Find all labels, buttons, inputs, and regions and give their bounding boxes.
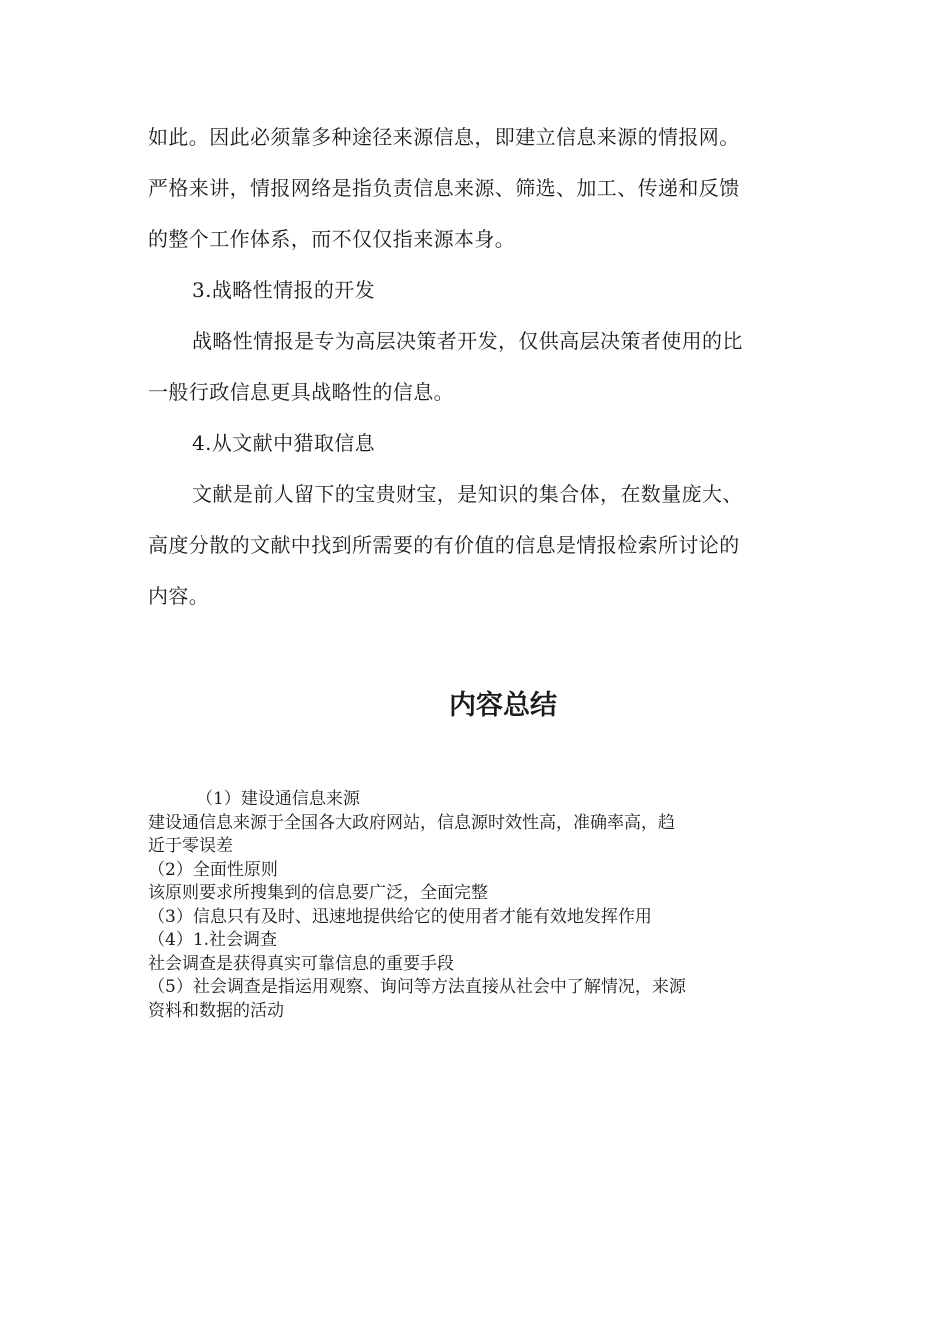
body-line: 的整个工作体系，而不仅仅指来源本身。 xyxy=(148,227,516,251)
summary-title: 内容总结 xyxy=(449,690,557,721)
body-text xyxy=(148,112,808,622)
summary-line: 该原则要求所搜集到的信息要广泛，全面完整 xyxy=(148,883,488,903)
body-line: 严格来讲，情报网络是指负责信息来源、筛选、加工、传递和反馈 xyxy=(148,176,740,200)
body-line: 文献是前人留下的宝贵财宝，是知识的集合体，在数量庞大、 xyxy=(192,482,743,506)
summary-line: （5）社会调查是指运用观察、询问等方法直接从社会中了解情况，来源 xyxy=(148,977,686,997)
body-line: 高度分散的文献中找到所需要的有价值的信息是情报检索所讨论的 xyxy=(148,533,740,557)
summary-line: 资料和数据的活动 xyxy=(148,1000,284,1021)
body-line: 一般行政信息更具战略性的信息。 xyxy=(148,380,454,404)
summary-line: （2）全面性原则 xyxy=(148,859,278,880)
summary-line: （1）建设通信息来源 xyxy=(196,789,360,809)
summary-line: 建设通信息来源于全国各大政府网站，信息源时效性高，准确率高，趋 xyxy=(148,812,675,833)
summary-line: 社会调查是获得真实可靠信息的重要手段 xyxy=(148,953,454,974)
summary-line: （4）1.社会调查 xyxy=(148,930,278,950)
section-heading: 3.战略性情报的开发 xyxy=(192,278,376,302)
body-line: 如此。因此必须靠多种途径来源信息，即建立信息来源的情报网。 xyxy=(148,125,740,149)
summary-block xyxy=(148,788,818,1023)
body-line: 战略性情报是专为高层决策者开发，仅供高层决策者使用的比 xyxy=(192,329,743,353)
body-line: 内容。 xyxy=(148,584,210,608)
section-heading: 4.从文献中猎取信息 xyxy=(192,431,376,455)
summary-line: （3）信息只有及时、迅速地提供给它的使用者才能有效地发挥作用 xyxy=(148,906,652,927)
summary-line: 近于零误差 xyxy=(148,836,233,856)
